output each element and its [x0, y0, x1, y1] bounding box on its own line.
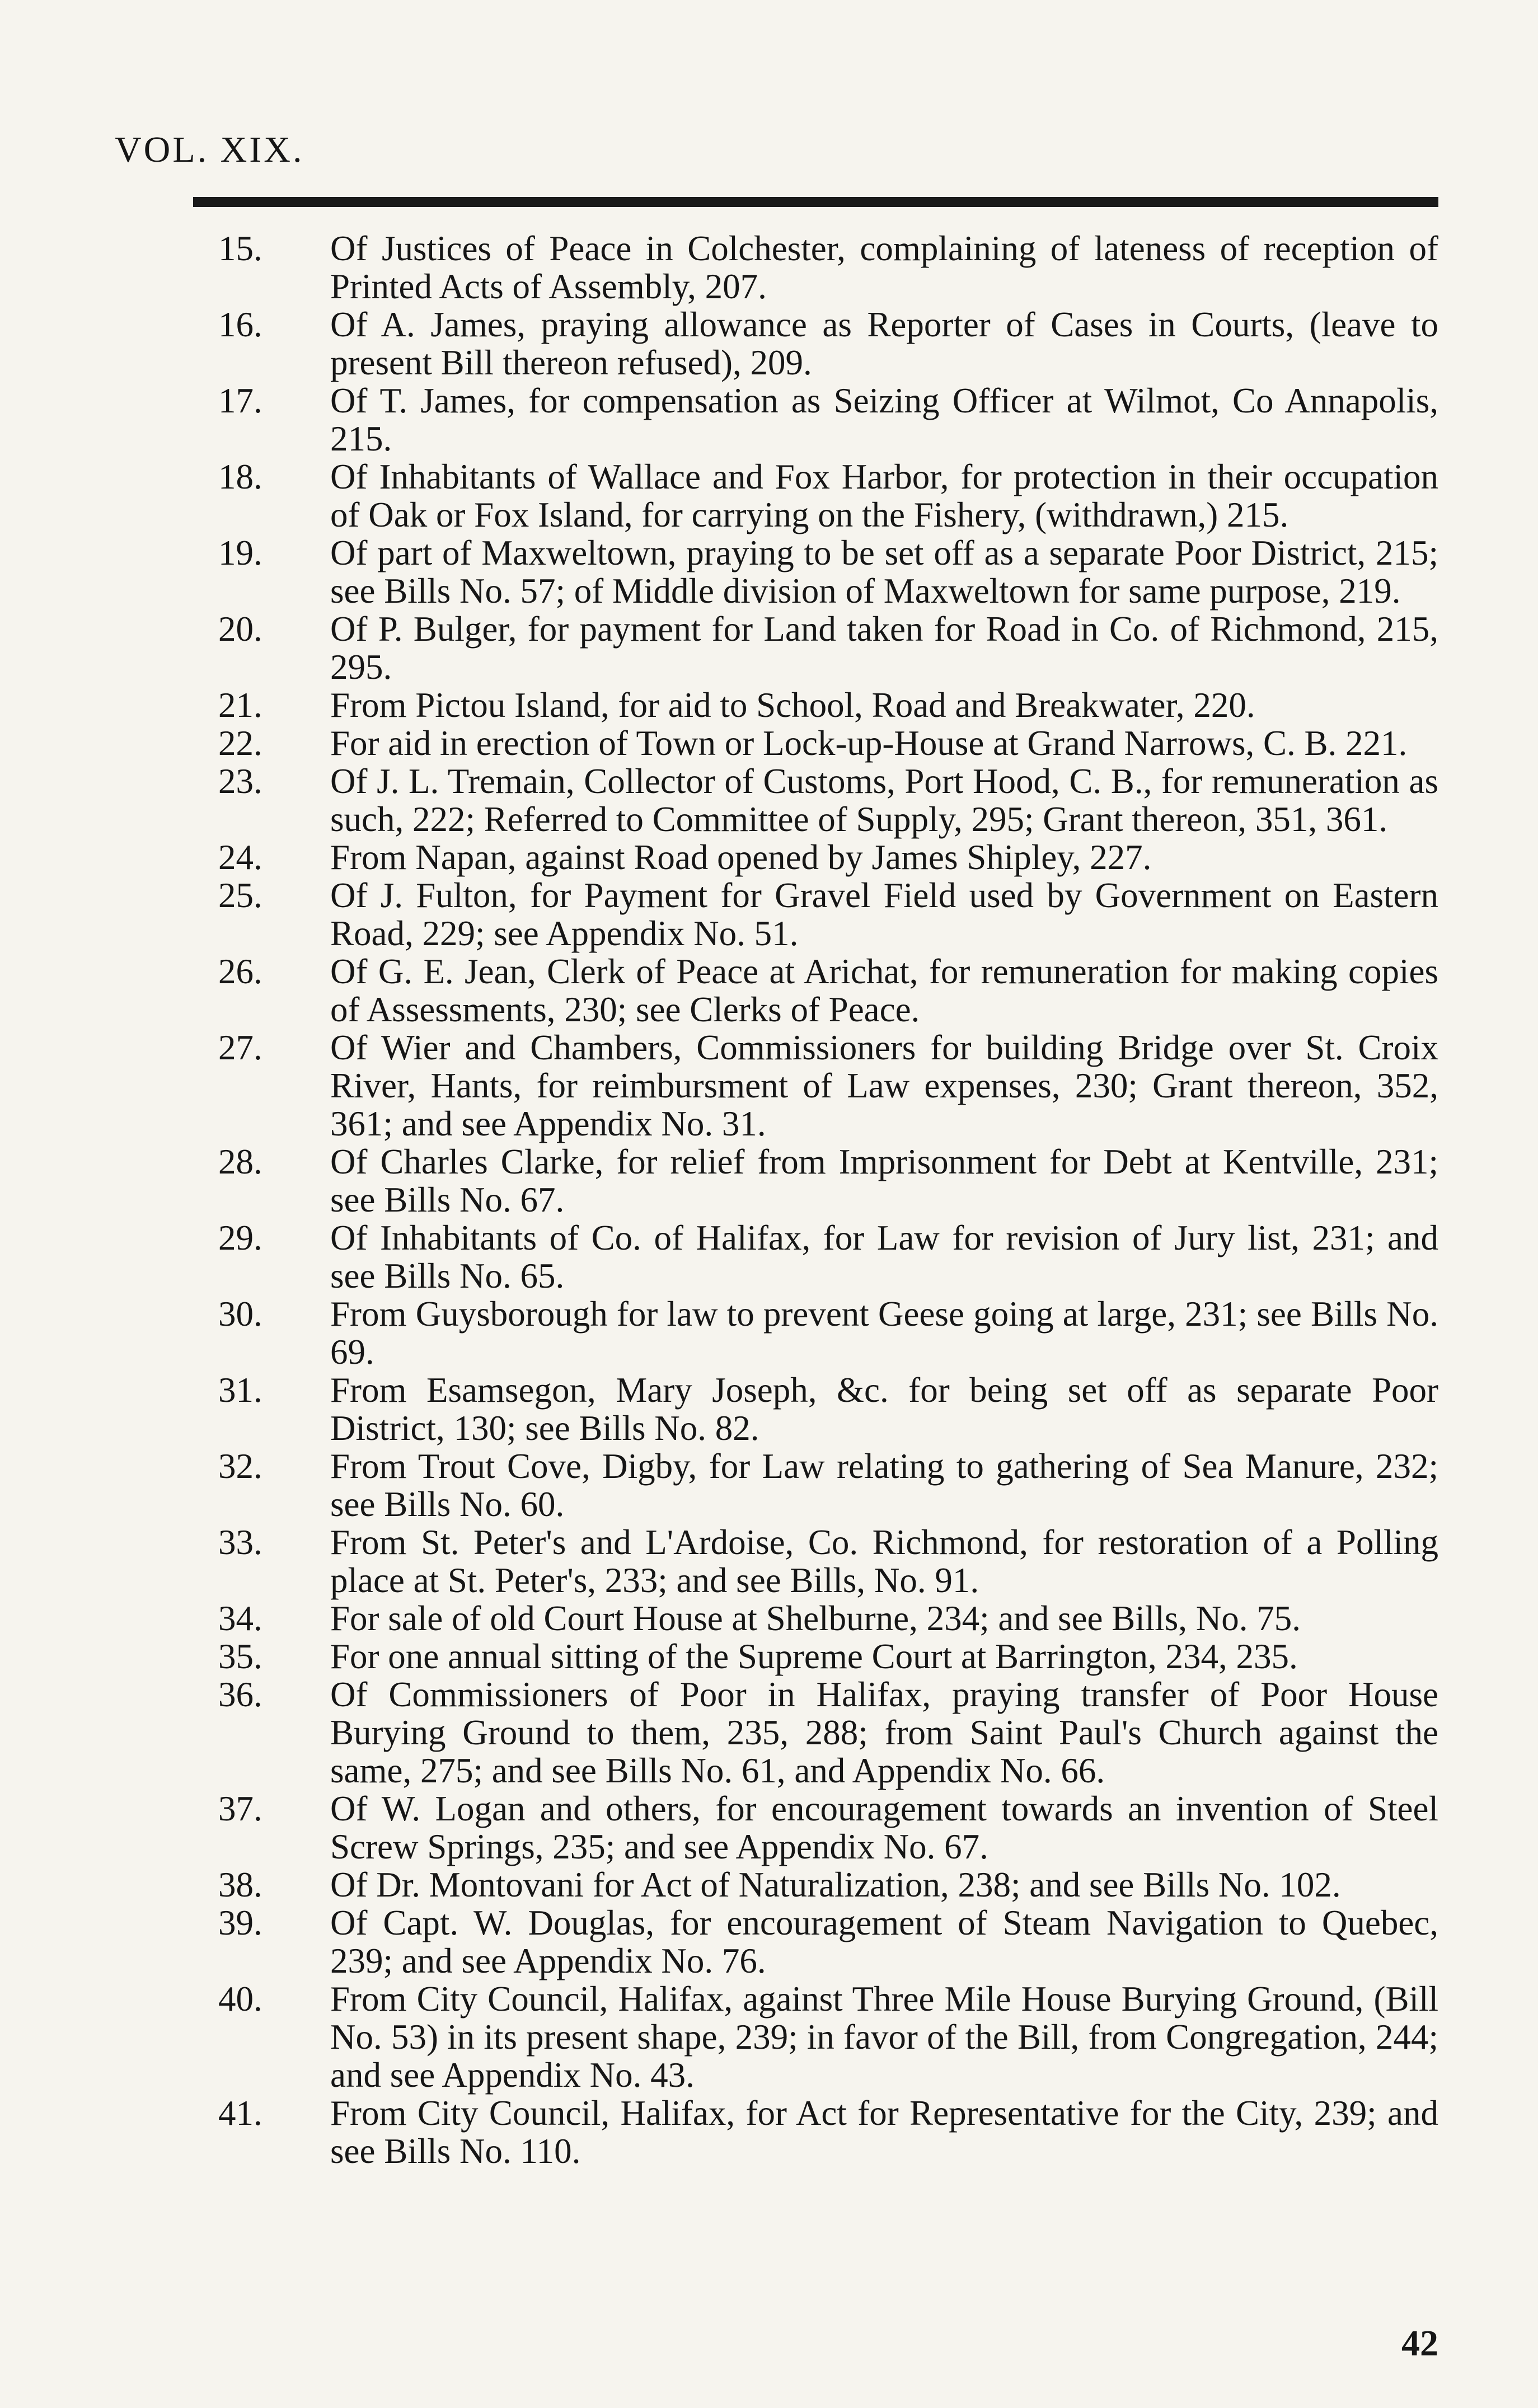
entry-text: Of Dr. Montovani for Act of Naturalization, 238; and see Bills No. 102. [330, 1865, 1341, 1904]
entry-text: From Guysborough for law to prevent Geese going at large, 231; see Bills No. 69. [330, 1294, 1438, 1372]
list-item [218, 1637, 1438, 1675]
list-item [218, 610, 1438, 686]
entry-number: 34. [218, 1599, 262, 1638]
list-item [218, 229, 1438, 306]
list-item [218, 534, 1438, 610]
entry-number: 17. [218, 381, 262, 420]
list-item [218, 1447, 1438, 1523]
list-item [218, 952, 1438, 1029]
entry-text: For one annual sitting of the Supreme Court at Barrington, 234, 235. [330, 1637, 1298, 1676]
entry-number: 24. [218, 838, 262, 877]
entry-text: From Pictou Island, for aid to School, Road and Breakwater, 220. [330, 686, 1255, 725]
entry-text: Of Inhabitants of Co. of Halifax, for Law for revision of Jury list, 231; and see Bills No. 65. [330, 1218, 1438, 1295]
entry-number: 25. [218, 876, 262, 915]
entry-text: Of Capt. W. Douglas, for encouragement of Steam Navigation to Quebec, 239; and see Appendix No. 76. [330, 1903, 1438, 1980]
entry-number: 39. [218, 1903, 262, 1942]
entry-text: For sale of old Court House at Shelburne, 234; and see Bills, No. 75. [330, 1599, 1301, 1638]
petition-list [218, 229, 1438, 2170]
entry-number: 32. [218, 1447, 262, 1486]
list-item [218, 1371, 1438, 1447]
list-item [218, 382, 1438, 458]
running-header: VOL. XIX. [115, 129, 304, 170]
entry-number: 33. [218, 1523, 262, 1562]
list-item [218, 838, 1438, 876]
entry-number: 41. [218, 2093, 262, 2133]
list-item [218, 1295, 1438, 1371]
list-item [218, 458, 1438, 534]
entry-number: 38. [218, 1865, 262, 1904]
entry-text: Of J. Fulton, for Payment for Gravel Field used by Government on Eastern Road, 229; see Appendix No. 51. [330, 876, 1438, 953]
entry-number: 15. [218, 229, 262, 268]
entry-text: Of part of Maxweltown, praying to be set off as a separate Poor District, 215; see Bills No. 57; of Middle division of Maxweltown for same purpose, 219. [330, 533, 1438, 611]
entry-text: Of Charles Clarke, for relief from Imprisonment for Debt at Kentville, 231; see Bills No. 67. [330, 1142, 1438, 1219]
list-item [218, 876, 1438, 952]
entry-text: From St. Peter's and L'Ardoise, Co. Richmond, for restoration of a Polling place at St. Peter's, 233; and see Bills, No. 91. [330, 1523, 1438, 1600]
list-item [218, 1675, 1438, 1790]
entry-number: 31. [218, 1370, 262, 1410]
entry-text: From Trout Cove, Digby, for Law relating to gathering of Sea Manure, 232; see Bills No. 60. [330, 1447, 1438, 1524]
entry-text: Of J. L. Tremain, Collector of Customs, Port Hood, C. B., for remuneration as such, 222; Referred to Committee of Supply, 295; Grant thereon, 351, 361. [330, 762, 1438, 839]
entry-number: 16. [218, 305, 262, 344]
page-number: 42 [1401, 2323, 1438, 2364]
list-item [218, 1599, 1438, 1637]
list-item [218, 306, 1438, 382]
list-item [218, 762, 1438, 838]
list-item [218, 1143, 1438, 1219]
entry-number: 27. [218, 1028, 262, 1067]
entry-number: 29. [218, 1218, 262, 1257]
entry-number: 23. [218, 762, 262, 801]
entry-number: 30. [218, 1294, 262, 1334]
list-item [218, 1523, 1438, 1599]
header-rule [193, 197, 1438, 207]
entry-text: Of G. E. Jean, Clerk of Peace at Arichat, for remuneration for making copies of Assessments, 230; see Clerks of Peace. [330, 952, 1438, 1029]
entry-text: Of Commissioners of Poor in Halifax, praying transfer of Poor House Burying Ground to them, 235, 288; from Saint Paul's Church against the same, 275; and see Bills No. 61, and Appendix No. 66. [330, 1675, 1438, 1790]
entry-number: 36. [218, 1675, 262, 1714]
entry-number: 35. [218, 1637, 262, 1676]
entry-number: 22. [218, 724, 262, 763]
entry-text: From City Council, Halifax, against Three Mile House Burying Ground, (Bill No. 53) in its present shape, 239; in favor of the Bill, from Congregation, 244; and see Appendix No. 43. [330, 1979, 1438, 2095]
entry-number: 19. [218, 533, 262, 572]
entry-number: 18. [218, 457, 262, 496]
entry-number: 28. [218, 1142, 262, 1181]
entry-text: For aid in erection of Town or Lock-up-House at Grand Narrows, C. B. 221. [330, 724, 1408, 763]
list-item [218, 1029, 1438, 1143]
list-item [218, 724, 1438, 762]
entry-text: From Napan, against Road opened by James Shipley, 227. [330, 838, 1152, 877]
list-item [218, 1980, 1438, 2094]
entry-number: 21. [218, 686, 262, 725]
list-item [218, 1904, 1438, 1980]
entry-text: Of P. Bulger, for payment for Land taken for Road in Co. of Richmond, 215, 295. [330, 609, 1438, 687]
entry-number: 40. [218, 1979, 262, 2019]
entry-text: Of Justices of Peace in Colchester, complaining of lateness of reception of Printed Acts of Assembly, 207. [330, 229, 1438, 306]
list-item [218, 1866, 1438, 1904]
entry-text: Of T. James, for compensation as Seizing Officer at Wilmot, Co Annapolis, 215. [330, 381, 1438, 458]
entry-text: Of Inhabitants of Wallace and Fox Harbor, for protection in their occupation of Oak or Fox Island, for carrying on the Fishery, (withdrawn,) 215. [330, 457, 1438, 534]
list-item [218, 686, 1438, 724]
entry-number: 37. [218, 1789, 262, 1828]
entry-text: From City Council, Halifax, for Act for Representative for the City, 239; and see Bills No. 110. [330, 2093, 1438, 2171]
list-item [218, 2094, 1438, 2170]
list-item [218, 1790, 1438, 1866]
entry-text: Of A. James, praying allowance as Reporter of Cases in Courts, (leave to present Bill thereon refused), 209. [330, 305, 1438, 382]
list-item [218, 1219, 1438, 1295]
entry-number: 26. [218, 952, 262, 991]
entry-text: From Esamsegon, Mary Joseph, &c. for being set off as separate Poor District, 130; see Bills No. 82. [330, 1370, 1438, 1448]
entry-text: Of W. Logan and others, for encouragement towards an invention of Steel Screw Springs, 235; and see Appendix No. 67. [330, 1789, 1438, 1866]
entry-text: Of Wier and Chambers, Commissioners for building Bridge over St. Croix River, Hants, for reimbursment of Law expenses, 230; Grant thereon, 352, 361; and see Appendix No. 31. [330, 1028, 1438, 1143]
entry-number: 20. [218, 609, 262, 649]
